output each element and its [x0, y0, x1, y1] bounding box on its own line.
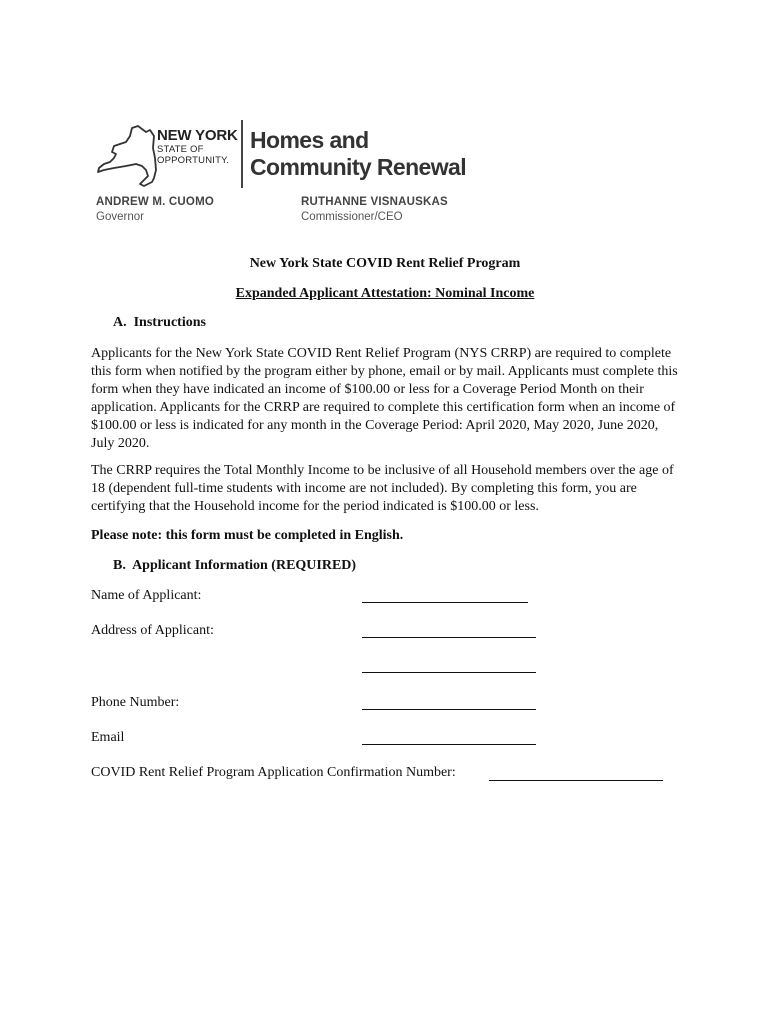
address-field-line1[interactable]	[362, 637, 536, 638]
ny-state-wordmark	[157, 128, 238, 166]
commissioner-name: RUTHANNE VISNAUSKAS	[301, 196, 448, 208]
agency-logo	[96, 118, 476, 192]
governor-title: Governor	[96, 211, 144, 223]
logo-agency-line2: Community Renewal	[250, 154, 467, 180]
governor-name: ANDREW M. CUOMO	[96, 196, 214, 208]
commissioner-block	[301, 195, 448, 225]
address-label: Address of Applicant:	[91, 623, 214, 638]
commissioner-title: Commissioner/CEO	[301, 211, 403, 223]
name-field[interactable]	[362, 602, 528, 603]
confirmation-number-label: COVID Rent Relief Program Application Confirmation Number:	[91, 765, 456, 780]
email-field[interactable]	[362, 744, 536, 745]
section-a-heading: A. Instructions	[113, 315, 206, 330]
logo-state-line1: NEW YORK	[157, 127, 238, 144]
confirmation-number-field[interactable]	[489, 780, 663, 781]
governor-block	[96, 195, 214, 225]
hcr-wordmark	[250, 127, 466, 181]
instructions-paragraph-1: Applicants for the New York State COVID Rent Relief Program (NYS CRRP) are required to complete this form when notified by the program either by phone, email or by mail. Applicants must complete this form when they have indicated an income of $100.00 or less for a Coverage Period Month on their application. Applicants for the CRRP are required to complete this certification form when an income of $100.00 or less is indicated for any month in the Coverage Period: April 2020, May 2020, June 2020, July 2020.	[91, 346, 678, 451]
logo-state-line3: OPPORTUNITY.	[157, 155, 230, 166]
logo-agency-line1: Homes and	[250, 127, 369, 153]
phone-label: Phone Number:	[91, 695, 180, 710]
instructions-paragraph-2: The CRRP requires the Total Monthly Income to be inclusive of all Household members over the age of 18 (dependent full-time students with income are not included). By completing this form, you are certifying that the Household income for the period indicated is $100.00 or less.	[91, 463, 674, 514]
document-title: New York State COVID Rent Relief Program	[249, 256, 521, 271]
document-subtitle: Expanded Applicant Attestation: Nominal Income	[235, 286, 535, 301]
new-york-state-map-icon	[96, 124, 158, 188]
phone-field[interactable]	[362, 709, 536, 710]
email-label: Email	[91, 730, 125, 745]
logo-divider	[241, 120, 243, 188]
logo-state-line2: STATE OF	[157, 144, 204, 155]
section-b-heading: B. Applicant Information (REQUIRED)	[113, 558, 357, 573]
address-field-line2[interactable]	[362, 672, 536, 673]
english-note: Please note: this form must be completed in English.	[91, 528, 404, 543]
name-label: Name of Applicant:	[91, 588, 202, 603]
